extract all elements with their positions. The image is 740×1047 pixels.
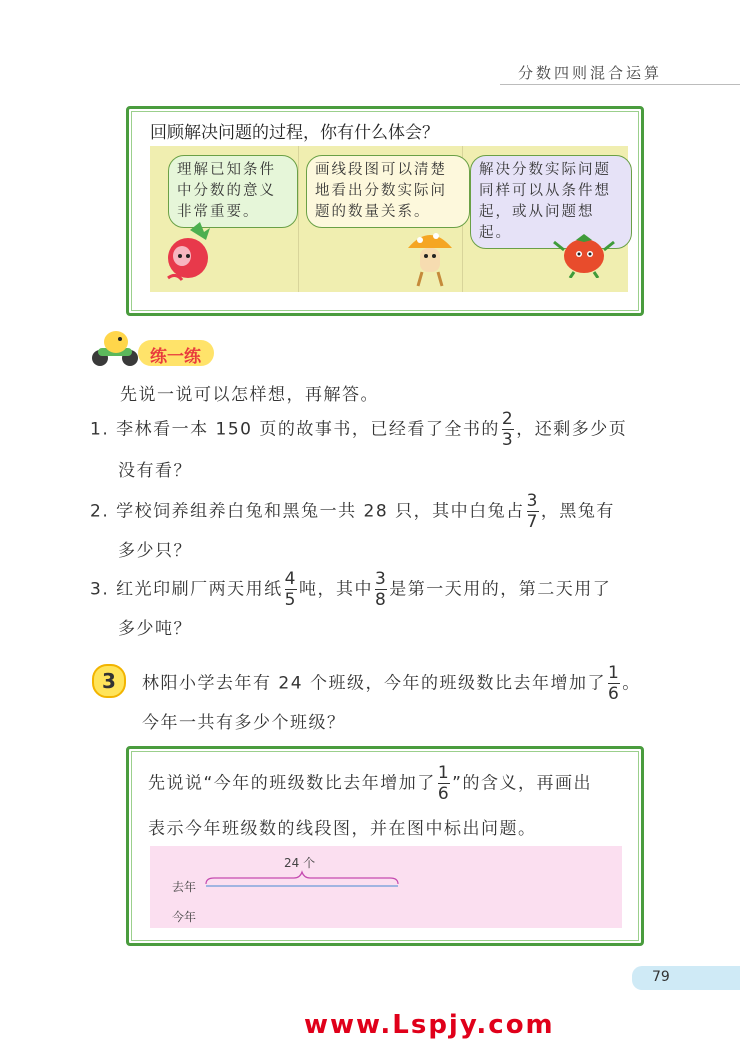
panel-divider — [298, 146, 299, 292]
radish-character-icon — [160, 222, 216, 286]
practice-item-2: 2. 学校饲养组养白兔和黑兔一共 28 只，其中白兔占 $\frac{3}{7}$ ，黑兔有 — [90, 491, 615, 532]
row-label-this-year: 今年 — [172, 910, 197, 924]
practice-item-3-line2: 多少吨？ — [118, 619, 192, 639]
practice-item-2-line2: 多少只？ — [118, 541, 192, 561]
fraction: $\frac{3}{8}$ — [374, 569, 388, 610]
practice-intro: 先说一说可以怎样想，再解答。 — [120, 385, 379, 405]
brace-bracket — [204, 868, 400, 892]
example-number-badge: 3 — [92, 664, 126, 698]
fraction: $\frac{1}{6}$ — [437, 763, 451, 804]
practice-item-3: 3. 红光印刷厂两天用纸 $\frac{4}{5}$ 吨，其中 $\frac{3}{8}$ 是第一天用的，第二天用了 — [90, 569, 612, 610]
header-divider — [500, 84, 740, 85]
page-number-tab — [632, 966, 740, 990]
mushroom-character-icon — [404, 226, 456, 288]
example3-line1: 林阳小学去年有 24 个班级，今年的班级数比去年增加了 $\frac{1}{6}$ 。 — [142, 663, 641, 704]
hint-line2: 表示今年班级数的线段图，并在图中标出问题。 — [148, 819, 537, 839]
fraction: $\frac{3}{7}$ — [526, 491, 539, 532]
speech-bubble-1: 理解已知条件中分数的意义非常重要。 — [168, 155, 298, 228]
speech-bubble-3: 解决分数实际问题同样可以从条件想起，或从问题想起。 — [470, 155, 632, 249]
practice-tab-label: 练一练 — [150, 347, 201, 367]
fraction: $\frac{2}{3}$ — [501, 409, 515, 450]
example3-line2: 今年一共有多少个班级？ — [142, 713, 346, 733]
brace-label: 24 个 — [284, 856, 316, 870]
tomato-character-icon — [552, 228, 616, 278]
fraction: $\frac{4}{5}$ — [284, 569, 297, 610]
speech-bubble-2: 画线段图可以清楚地看出分数实际问题的数量关系。 — [306, 155, 470, 228]
practice-item-1: 1. 李林看一本 150 页的故事书，已经看了全书的 $\frac{2}{3}$ ，还剩多少页 — [90, 409, 628, 450]
fraction: $\frac{1}{6}$ — [607, 663, 621, 704]
page-number: 79 — [652, 969, 670, 985]
row-label-last-year: 去年 — [172, 880, 197, 894]
practice-item-1-line2: 没有看？ — [118, 461, 192, 481]
motorbike-chick-icon — [86, 328, 144, 368]
watermark-text: www.Lspjy.com — [304, 1010, 555, 1040]
review-question: 回顾解决问题的过程，你有什么体会？ — [150, 123, 439, 143]
chapter-title: 分数四则混合运算 — [517, 64, 662, 82]
hint-line1: 先说说“今年的班级数比去年增加了 $\frac{1}{6}$ ”的含义，再画出 — [148, 763, 592, 804]
